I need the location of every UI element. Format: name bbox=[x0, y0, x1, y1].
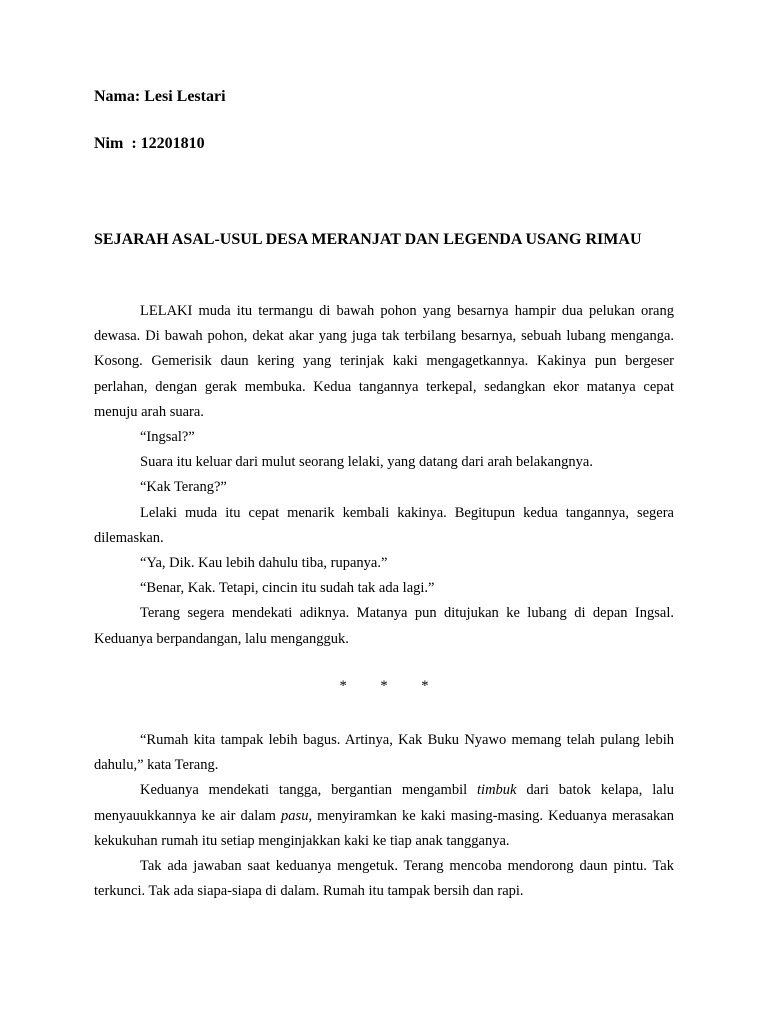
text-run: dari batok kelapa, lalu menyauukkannya ke air dalam bbox=[94, 782, 674, 824]
paragraph bbox=[94, 778, 674, 854]
paragraph: “Benar, Kak. Tetapi, cincin itu sudah tak ada lagi.” bbox=[140, 580, 435, 597]
paragraph: Terang segera mendekati adiknya. Matanya pun ditujukan ke lubang di depan Ingsal. Keduanya berpandangan, lalu mengangguk. bbox=[94, 605, 674, 647]
paragraph: Suara itu keluar dari mulut seorang lelaki, yang datang dari arah belakangnya. bbox=[140, 454, 593, 471]
text-run: Keduanya mendekati tangga, bergantian mengambil bbox=[140, 782, 478, 799]
paragraph: “Rumah kita tampak lebih bagus. Artinya, Kak Buku Nyawo memang telah pulang lebih dahulu,” kata Terang. bbox=[94, 732, 674, 774]
text-run: , menyiramkan ke kaki masing-masing. Keduanya merasakan kekukuhan rumah itu setiap menginjakkan kaki ke tiap anak tangganya. bbox=[94, 807, 674, 849]
document-title: SEJARAH ASAL-USUL DESA MERANJAT DAN LEGENDA USANG RIMAU bbox=[94, 231, 642, 248]
student-name: Nama: Lesi Lestari bbox=[94, 88, 226, 105]
paragraph: Lelaki muda itu cepat menarik kembali kakinya. Begitupun kedua tangannya, segera dilemaskan. bbox=[94, 504, 674, 546]
story-section-1 bbox=[94, 299, 674, 652]
paragraph: LELAKI muda itu termangu di bawah pohon yang besarnya hampir dua pelukan orang dewasa. Di bawah pohon, dekat akar yang juga tak terbilang besarnya, sebuah lubang menganga. Kosong. Gemerisik daun kering yang terinjak kaki mengagetkannya. Kakinya pun bergeser perlahan, dengan gerak membuka. Kedua tangannya terkepal, sedangkan ekor matanya cepat menuju arah suara. bbox=[94, 303, 674, 420]
paragraph: “Kak Terang?” bbox=[140, 479, 227, 496]
section-separator: * * * bbox=[339, 678, 429, 694]
italic-term-timbuk: timbuk bbox=[477, 782, 517, 799]
paragraph: “Ingsal?” bbox=[140, 429, 195, 446]
italic-term-pasu: pasu bbox=[281, 807, 309, 824]
paragraph: Tak ada jawaban saat keduanya mengetuk. Terang mencoba mendorong daun pintu. Tak terkunci. Tak ada siapa-siapa di dalam. Rumah itu tampak bersih dan rapi. bbox=[94, 858, 674, 900]
student-nim: Nim : 12201810 bbox=[94, 135, 205, 152]
story-section-2 bbox=[94, 728, 674, 904]
paragraph: “Ya, Dik. Kau lebih dahulu tiba, rupanya.” bbox=[140, 555, 388, 572]
